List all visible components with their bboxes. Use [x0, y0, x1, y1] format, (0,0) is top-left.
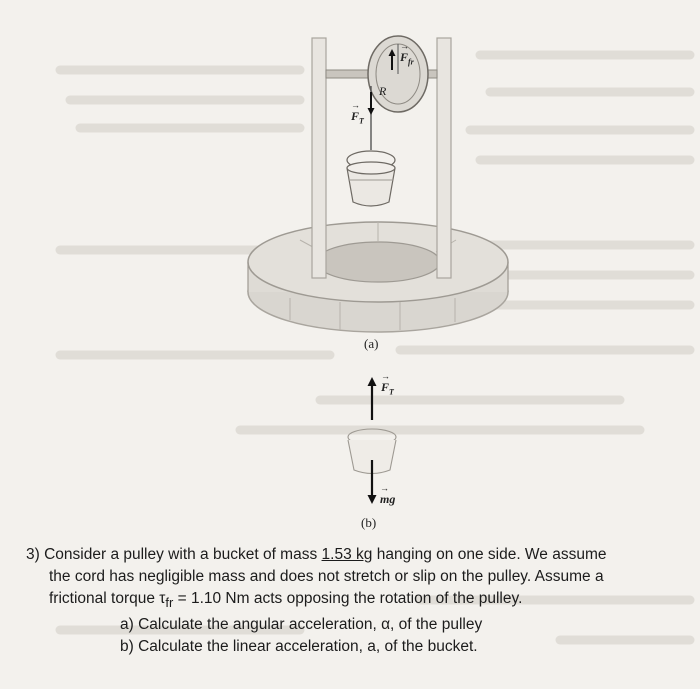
problem-part-b: b) Calculate the linear acceleration, a, of the bucket. — [120, 638, 478, 656]
problem-line-3: frictional torque $\tau_{fr} = 1.10$ Nm acts opposing the rotation of the pulley. — [49, 590, 523, 611]
bucket-a — [347, 151, 395, 206]
weight-force-label: → mg — [380, 492, 395, 507]
pulley-wheel — [368, 36, 428, 112]
friction-force-label: → $F_{fr}$ — [400, 50, 414, 66]
problem-statement — [26, 544, 691, 658]
figure-a-caption: (a) — [364, 336, 379, 351]
bucket-mass: 1.53 kg — [321, 546, 373, 563]
tension-force-label-b: → $F_T$ — [381, 380, 394, 396]
radius-label: R — [379, 84, 387, 98]
tension-force-label-a: → $F_T$ — [351, 109, 364, 125]
problem-line-2: the cord has negligible mass and does not stretch or slip on the pulley. Assume a — [49, 568, 604, 585]
well-ring — [248, 222, 508, 332]
problem-line-1: 3) Consider a pulley with a bucket of mass 1.53 kg hanging on one side. We assume — [26, 546, 607, 563]
problem-part-a: a) Calculate the angular acceleration, α, of the pulley — [120, 616, 483, 634]
figure-b-caption: (b) — [361, 515, 377, 530]
problem-number: 3) — [26, 546, 40, 563]
